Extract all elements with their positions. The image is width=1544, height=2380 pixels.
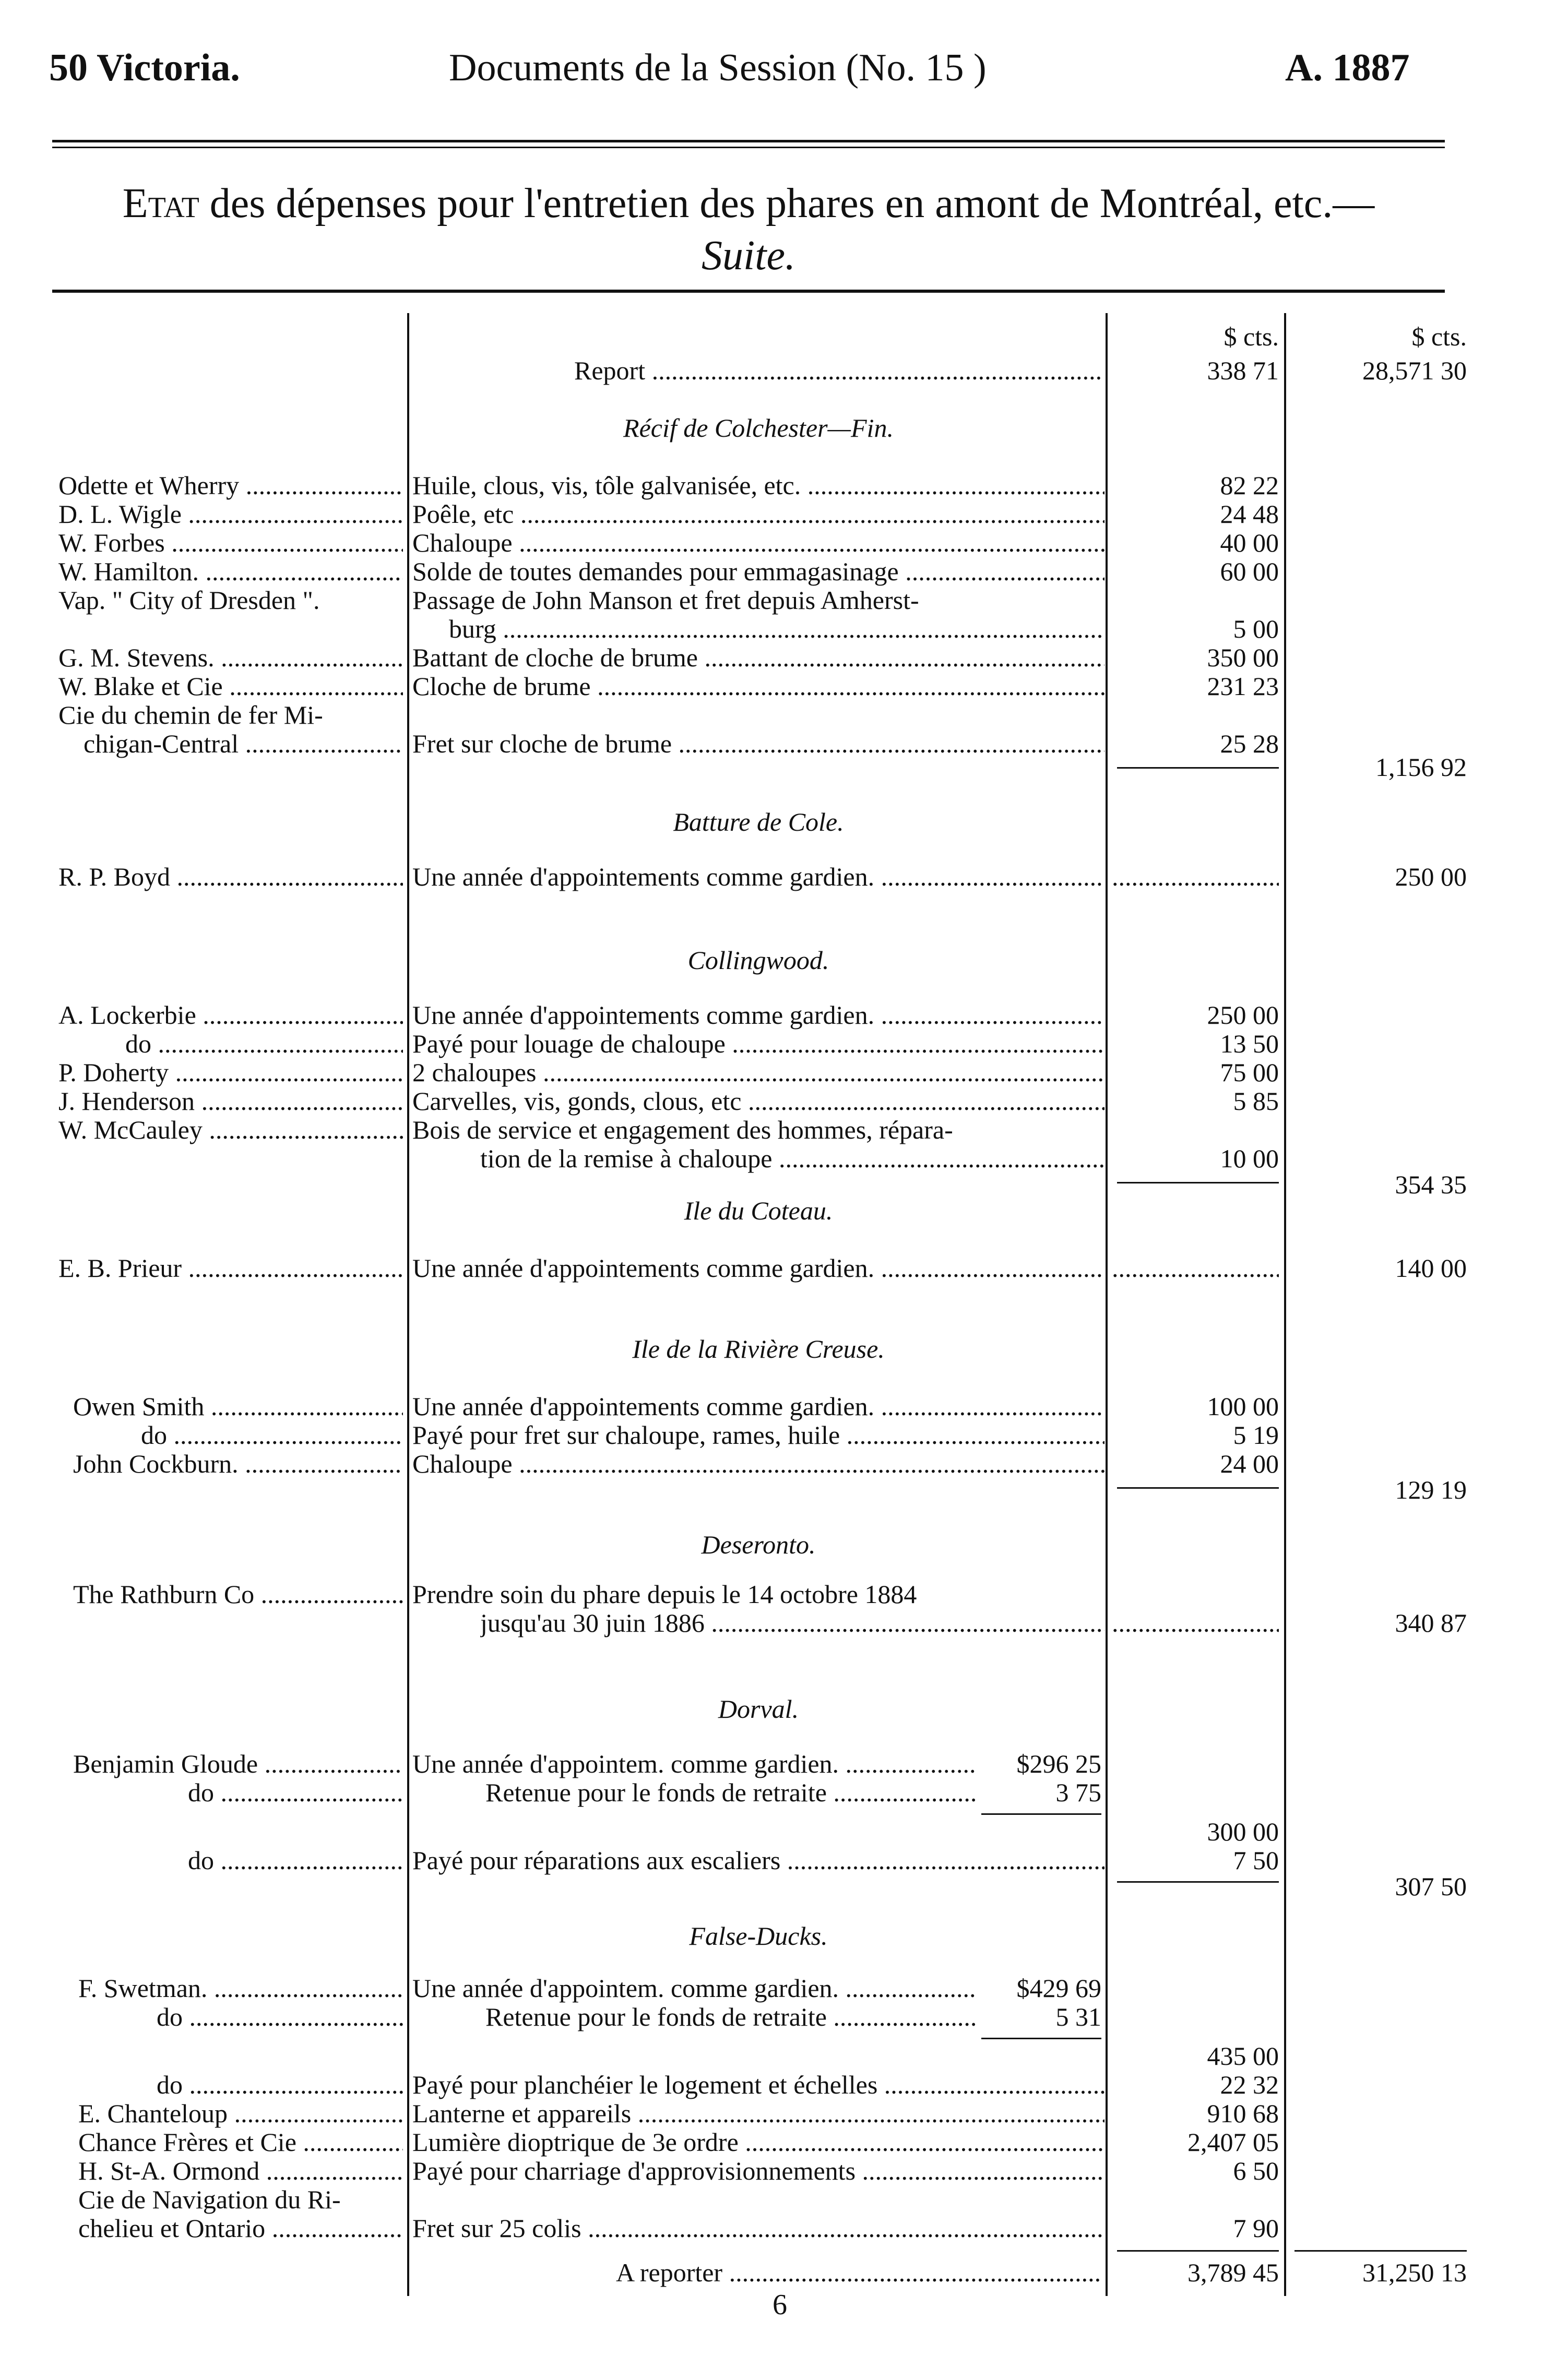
table-row: Chance Frères et Cie ..... Lumière dioptrique de 3e ordre ..... 2,407 05 <box>0 2126 1544 2158</box>
carry-total: 31,250 13 <box>1362 2258 1467 2287</box>
table-row: Cie du chemin de fer Mi- <box>58 700 323 729</box>
table-row: P. Doherty ..... 2 chaloupes ..... 75 00 <box>0 1057 1544 1088</box>
table-row: W. McCauley ..... Bois de service et engagement des hommes, répara- <box>0 1114 1544 1145</box>
header-rule-top <box>52 140 1445 142</box>
table-row: E. B. Prieur ..... Une année d'appointements comme gardien. ..... ..... 140 00 <box>0 1252 1544 1284</box>
table-row: W. Forbes ..... Chaloupe ..... 40 00 <box>0 527 1544 558</box>
table-row: Vap. " City of Dresden ". Passage de John Manson et fret depuis Amherst- <box>58 585 919 615</box>
title-suite: Suite. <box>702 233 795 279</box>
table-row: do ..... Payé pour fret sur chaloupe, rames, huile ..... 5 19 <box>0 1419 1544 1451</box>
table-row: D. L. Wigle ..... Poêle, etc ..... 24 48 <box>0 498 1544 530</box>
table-row: John Cockburn. ..... Chaloupe ..... 24 00 <box>0 1448 1544 1479</box>
header-right: A. 1887 <box>1285 46 1410 89</box>
table-row: H. St-A. Ormond ..... Payé pour charriage d'approvisionnements ..... 6 50 <box>0 2155 1544 2186</box>
table-row: W. Blake et Cie ..... Cloche de brume ..... 231 23 <box>0 671 1544 702</box>
table-row: R. P. Boyd ..... Une année d'appointements comme gardien. ..... ..... 250 00 <box>0 861 1544 892</box>
carry-forward-row <box>0 2257 1544 2288</box>
section-title: False-Ducks. <box>689 1921 828 1951</box>
title-main: des dépenses pour l'entretien des phares en amont de Montréal, etc.— <box>199 181 1375 226</box>
section-total-row: 307 50 <box>1395 1872 1467 1901</box>
table-row: do ..... Payé pour planchéier le logement et échelles ..... 22 32 <box>0 2069 1544 2100</box>
section-title: Ile du Coteau. <box>684 1196 833 1225</box>
title-rule <box>52 290 1445 293</box>
table-row: Odette et Wherry ..... Huile, clous, vis, tôle galvanisée, etc. ..... 82 22 <box>0 470 1544 501</box>
column-header-1: $ cts. <box>1224 322 1279 351</box>
section-total-row: 1,156 92 <box>1375 752 1467 782</box>
table-row: do ..... Payé pour louage de chaloupe ..... 13 50 <box>0 1028 1544 1059</box>
table-row: F. Swetman. ..... Une année d'appointem. comme gardien. ..... $429 69 <box>0 1972 1544 2004</box>
section-total-row: 354 35 <box>1395 1170 1467 1199</box>
table-row: The Rathburn Co ..... Prendre soin du phare depuis le 14 octobre 1884 <box>0 1578 1544 1610</box>
table-row: do ..... Retenue pour le fonds de retraite ..... 5 31 <box>0 2001 1544 2032</box>
document-title <box>54 177 1443 282</box>
inner-subtotal-rule <box>981 2038 1101 2039</box>
table-row: Cie de Navigation du Ri- <box>78 2185 341 2214</box>
section-title: Dorval. <box>718 1694 799 1724</box>
report-total: 28,571 30 <box>1362 356 1467 385</box>
table-row: J. Henderson ..... Carvelles, vis, gonds, clous, etc ..... 5 85 <box>0 1085 1544 1117</box>
column-header-2: $ cts. <box>1411 322 1467 351</box>
table-row: do ..... Retenue pour le fonds de retraite ..... 3 75 <box>0 1777 1544 1808</box>
table-row: E. Chanteloup ..... Lanterne et appareils ..... 910 68 <box>0 2098 1544 2129</box>
section-title: Batture de Cole. <box>673 807 844 836</box>
header-center: Documents de la Session (No. 15 ) <box>449 46 987 89</box>
header-rule-bottom <box>52 147 1445 148</box>
column-header-row <box>0 321 1544 352</box>
table-row: W. Hamilton. ..... Solde de toutes demandes pour emmagasinage ..... 60 00 <box>0 556 1544 587</box>
table-row: Benjamin Gloude ..... Une année d'appointem. comme gardien. ..... $296 25 <box>0 1748 1544 1779</box>
report-amount: 338 71 <box>1207 356 1279 385</box>
page-number: 6 <box>773 2289 787 2321</box>
table-row: burg ..... 5 00 <box>0 613 1544 644</box>
table-row: do ..... Payé pour réparations aux escaliers ..... 7 50 <box>0 1845 1544 1876</box>
table-row: 435 00 <box>1207 2041 1279 2071</box>
table-row: tion de la remise à chaloupe ..... 10 00 <box>0 1143 1544 1174</box>
carry-label: A reporter ..... <box>616 2258 1101 2287</box>
table-row: G. M. Stevens. ..... Battant de cloche de brume ..... 350 00 <box>0 642 1544 673</box>
table-row: chelieu et Ontario ..... Fret sur 25 colis ..... 7 90 <box>0 2212 1544 2244</box>
report-row <box>0 355 1544 386</box>
section-total-row: 129 19 <box>1395 1475 1467 1504</box>
carry-rule-1 <box>1117 2250 1279 2252</box>
section-title: Récif de Colchester—Fin. <box>623 413 894 442</box>
carry-amount: 3,789 45 <box>1187 2258 1279 2287</box>
table-row: A. Lockerbie ..... Une année d'appointements comme gardien. ..... 250 00 <box>0 999 1544 1031</box>
report-label: Report ..... <box>574 356 1101 385</box>
carry-rule-2 <box>1294 2250 1467 2252</box>
table-row: chigan-Central ..... Fret sur cloche de brume ..... 25 28 <box>0 728 1544 759</box>
table-row: Owen Smith ..... Une année d'appointements comme gardien. ..... 100 00 <box>0 1391 1544 1422</box>
header-left: 50 Victoria. <box>49 46 240 89</box>
inner-subtotal-rule <box>981 1813 1101 1815</box>
section-title: Deseronto. <box>701 1530 816 1559</box>
table-row: jusqu'au 30 juin 1886 ..... ..... 340 87 <box>0 1607 1544 1639</box>
title-prefix: Etat <box>122 181 199 226</box>
section-title: Ile de la Rivière Creuse. <box>632 1334 885 1364</box>
table-row: 300 00 <box>1207 1817 1279 1846</box>
section-title: Collingwood. <box>687 946 829 975</box>
